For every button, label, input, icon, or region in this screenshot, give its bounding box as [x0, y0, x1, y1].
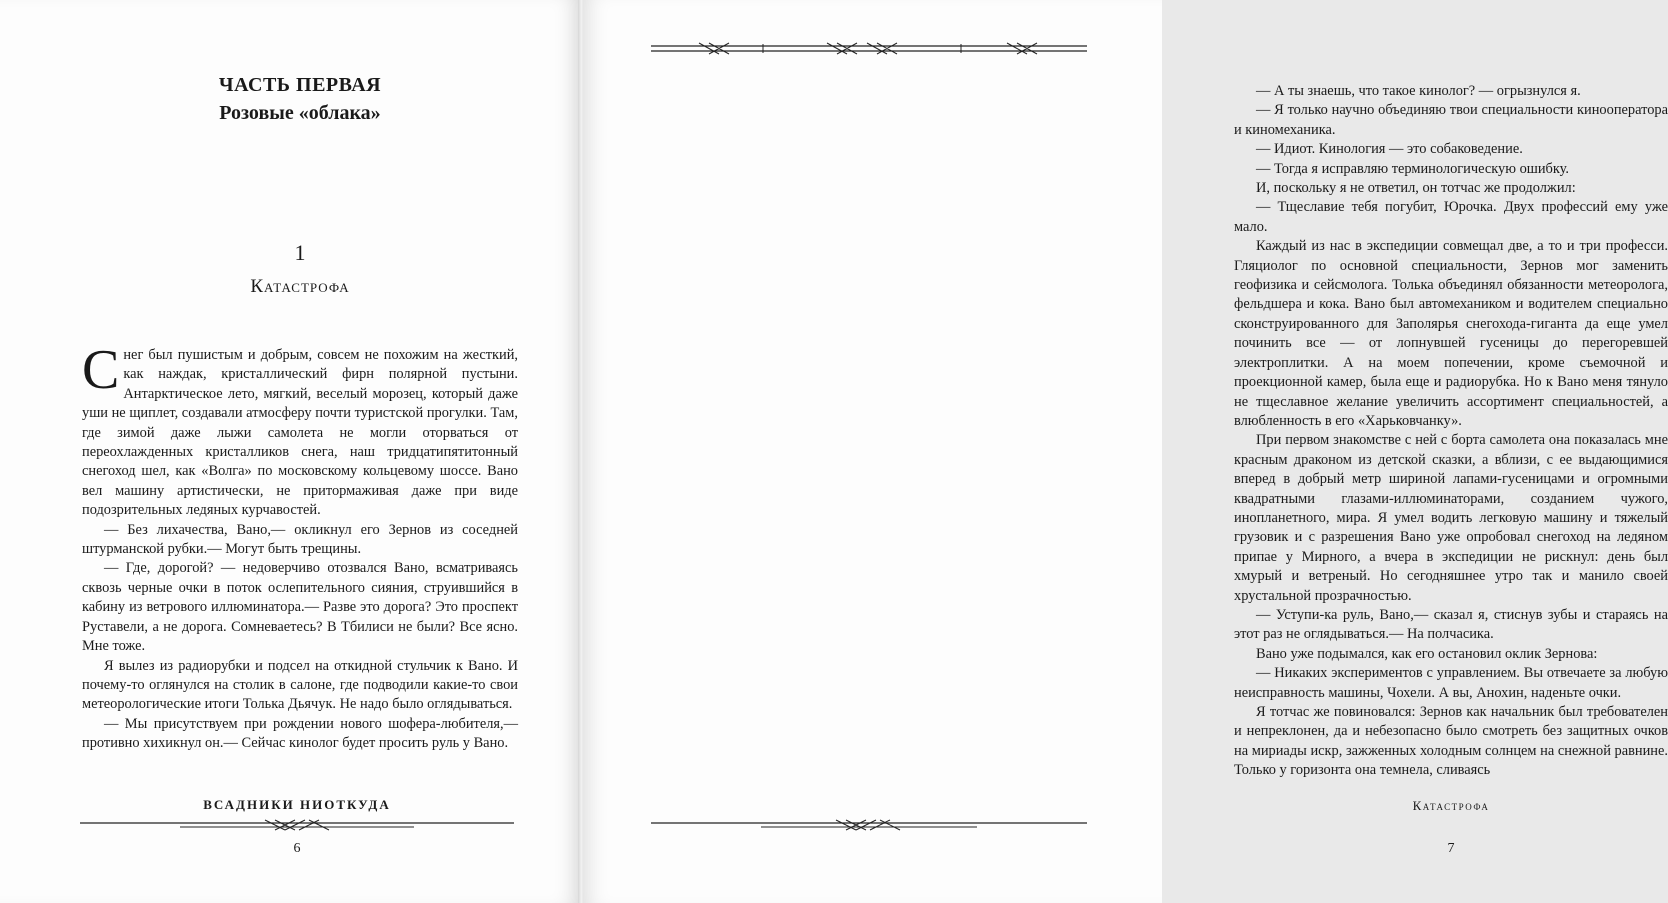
- paragraph: — А ты знаешь, что такое кинолог? — огрызнулся я.: [1256, 83, 1581, 99]
- header-ornament: [651, 42, 1087, 56]
- paragraph: — Никаких экспериментов с управлением. Вы отвечаете за любую неисправность машины, Чохели. А вы, Анохин, наденьте очки.: [1234, 665, 1668, 701]
- paragraph: Снег был пушистым и добрым, совсем не похожим на жесткий, как наждак, кристаллический фирн полярной пустыни. Антарктическое лето, мягкий, веселый морозец, который даже уши не щиплет, создавали атмосферу почти туристской прогулки. Там, где зимой даже лыжи самолета не могли оторваться от переохлажденных кристалликов снега, наш тридцатипятитонный снегоход шел, как «Волга» по московскому кольцевому шоссе. Вано вел машину артистически, не притормаживая даже при виде подозрительных ледяных курчавостей.: [82, 339, 518, 519]
- paragraph: — Тщеславие тебя погубит, Юрочка. Двух профессий ему уже мало.: [1234, 199, 1668, 235]
- paragraph: — Идиот. Кинология — это собаковедение.: [1256, 141, 1523, 158]
- paragraph: — Без лихачества, Вано,— окликнул его Зернов из соседней штурманской рубки.— Могут быть трещины.: [82, 521, 518, 558]
- left-page: [0, 0, 580, 903]
- footer-ornament: [651, 818, 1087, 832]
- page-number: 7: [1447, 841, 1455, 856]
- paragraph: — Тогда я исправляю терминологическую ошибку.: [1256, 160, 1570, 177]
- page-number: 6: [293, 841, 301, 856]
- chapter-number: 1: [294, 240, 306, 265]
- drop-cap: С: [82, 339, 120, 401]
- paragraph: — Уступи-ка руль, Вано,— сказал я, стиснув зубы и стараясь на этот раз не оглядываться.— На полчасика.: [1234, 606, 1668, 643]
- paragraph: Я вылез из радиорубки и подсел на откидной стульчик к Вано. И почему-то оглянулся на столик в салоне, где подводили какие-то свои метеорологические итоги Толька Дьячук. Не надо было оглядываться.: [82, 657, 518, 713]
- paragraph: При первом знакомстве с ней с борта самолета она показалась мне красным драконом из детской сказки, а вблизи, с ее выдающимися вперед в добрый метр шириной лапами-гусеницами и огромными квадратными глазами-иллюминаторами, созданием чужого, инопланетного, мира. Я умел водить легковую машину и тяжелый грузовик и с разрешения Вано уже опробовал снегоход на ледяном припае у Мирного, а вчера в экспедиции не рискнул: день был хмурый и ветреный. Но сегодняшнее утро так и манило своей хрустальной прозрачностью.: [1234, 432, 1668, 604]
- paragraph: — Мы присутствуем при рождении нового шофера-любителя,— противно хихикнул он.— Сейчас кинолог будет просить руль у Вано.: [82, 715, 518, 752]
- right-body-text: [1234, 82, 1668, 781]
- part-subtitle: Розовые «облака»: [219, 102, 381, 124]
- paragraph: — Где, дорогой? — недоверчиво отозвался Вано, всматриваясь сквозь черные очки в поток ослепительного сияния, струившийся в кабину из ветрового иллюминатора.— Разве это дорога? Это проспект Руставели, а не дорога. Сомневаетесь? В Тбилиси не были? Все ясно. Мне тоже.: [82, 560, 518, 655]
- paragraph: И, поскольку я не ответил, он тотчас же продолжил:: [1256, 180, 1576, 197]
- footer-ornament: [80, 818, 514, 832]
- left-body-text: [82, 339, 518, 754]
- paragraph: — Я только научно объединяю твои специальности кинооператора и киномеханика.: [1234, 102, 1668, 138]
- running-title: Катастрофа: [1412, 798, 1490, 813]
- part-title: ЧАСТЬ ПЕРВАЯ: [218, 74, 382, 96]
- running-title: ВСАДНИКИ НИОТКУДА: [203, 797, 391, 812]
- paragraph: Я тотчас же повиновался: Зернов как начальник был требователен и непреклонен, да и небезопасно было смотреть без защитных очков на мириады искр, зажженных холодным солнцем на снежной равнине. Только у горизонта она темнела, сливаясь: [1234, 704, 1668, 779]
- paragraph: Каждый из нас в экспедиции совмещал две, а то и три професси. Гляциолог по основной специальности, Зернов мог заменить геофизика и сейсмолога. Толька объединял обязанности метеоролога, фельдшера и кока. Вано был автомехаником и водителем специально сконструированного для Заполярья снегохода-гиганта да еще умел починить все — от лопнувшей гусеницы до перегоревшей электроплитки. А на моем попечении, кроме съемочной и проекционной камер, была еще и радиорубка. Но к Вано меня тянуло не тщеславное желание увеличить ассортимент специальностей, а влюбленность в его «Харьковчанку».: [1234, 238, 1668, 429]
- chapter-title: Катастрофа: [250, 276, 350, 297]
- paragraph: Вано уже подымался, как его остановил оклик Зернова:: [1256, 645, 1598, 662]
- right-page: [583, 0, 1668, 903]
